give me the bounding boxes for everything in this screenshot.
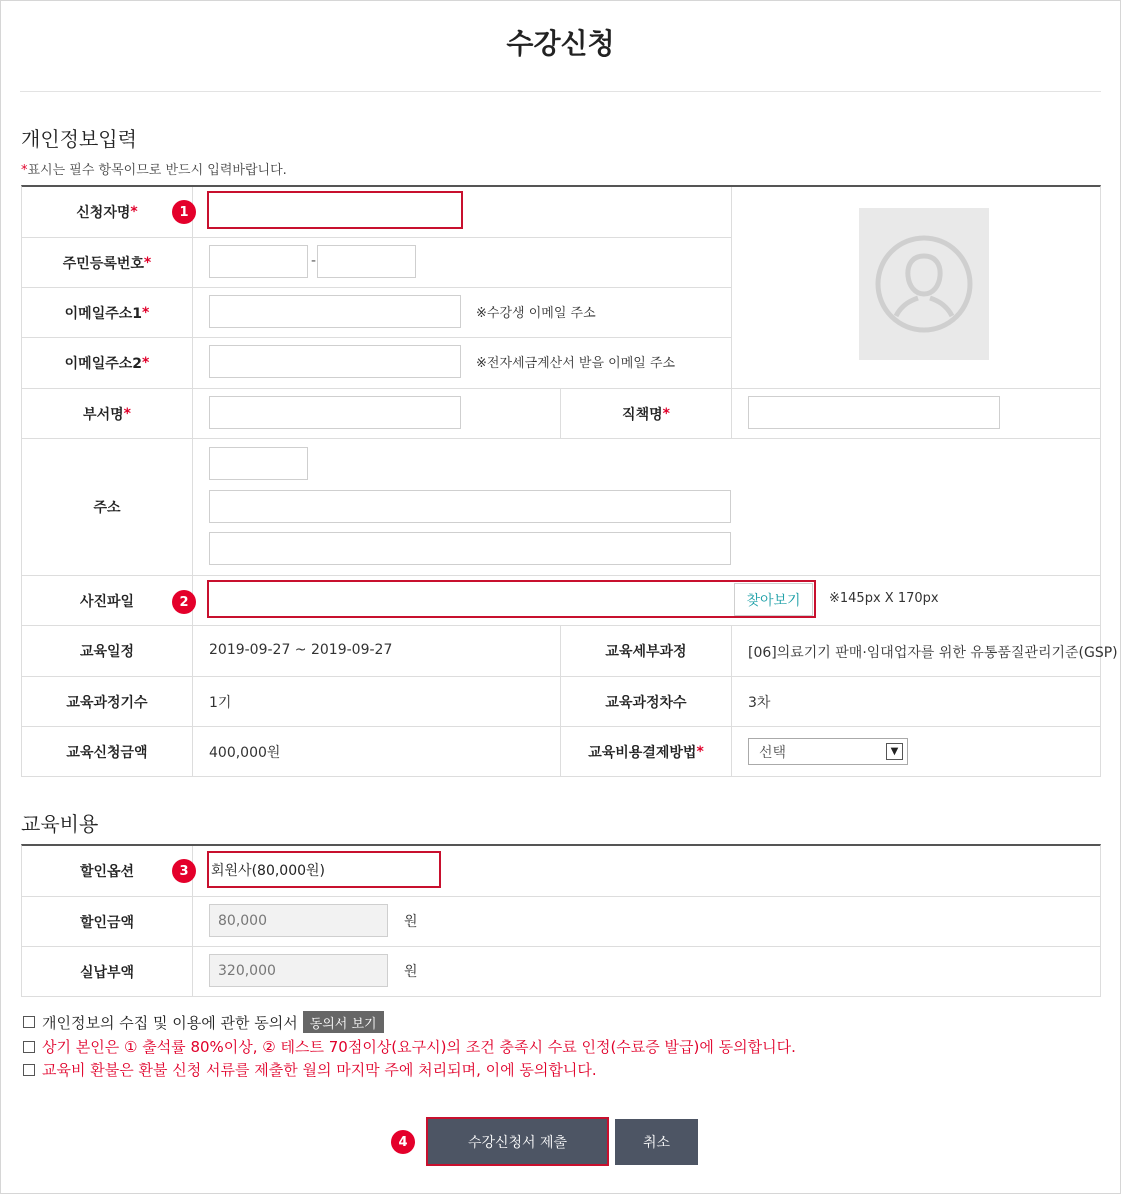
applicant-name-input[interactable]	[207, 191, 463, 229]
schedule-value: 2019-09-27 ~ 2019-09-27	[209, 642, 393, 658]
round-label: 교육과정차수	[605, 694, 687, 711]
completion-agreement-text: 상기 본인은 ① 출석률 80%이상, ② 테스트 70점이상(요구시)의 조건 충족시 수료 인정(수료증 발급)에 동의합니다.	[42, 1038, 796, 1056]
payment-label: 교육비용결제방법 *	[588, 743, 704, 761]
submit-application-button[interactable]: 수강신청서 제출	[426, 1117, 609, 1166]
page-title: 수강신청	[506, 27, 615, 60]
fee-label: 교육신청금액	[66, 744, 148, 761]
privacy-agreement-checkbox[interactable]	[23, 1016, 35, 1028]
badge-3: 3	[172, 859, 196, 883]
email2-label: 이메일주소2 *	[64, 355, 150, 372]
required-notice-text: 표시는 필수 항목이므로 반드시 입력바랍니다.	[27, 163, 287, 178]
refund-agreement-checkbox[interactable]	[23, 1064, 35, 1076]
discount-option-label: 할인옵션	[79, 864, 135, 880]
discount-option-select[interactable]: 회원사(80,000원)	[207, 851, 441, 888]
payment-method-selected: 선택	[759, 744, 787, 761]
term-value: 1기	[209, 695, 232, 711]
department-input[interactable]	[209, 396, 461, 429]
badge-4: 4	[391, 1130, 415, 1154]
row-actual-payment	[22, 947, 1100, 997]
postal-code-input[interactable]	[209, 447, 308, 480]
name-label: 신청자명 *	[76, 204, 138, 221]
email1-hint: ※수강생 이메일 주소	[476, 306, 596, 321]
badge-2: 2	[172, 590, 196, 614]
required-star: *	[21, 163, 28, 178]
payment-method-select[interactable]	[748, 738, 908, 765]
actual-payment-label: 실납부액	[79, 964, 135, 981]
row-discount-amount	[22, 897, 1100, 947]
email1-label: 이메일주소1 *	[64, 304, 150, 322]
completion-agreement-checkbox[interactable]	[23, 1041, 35, 1053]
badge-1: 1	[172, 200, 196, 224]
term-label: 교육과정기수	[66, 694, 148, 711]
email1-input[interactable]	[209, 295, 461, 328]
actual-payment-unit: 원	[404, 964, 418, 980]
chevron-down-icon: ▼	[886, 743, 903, 760]
discount-amount-field: 80,000	[209, 904, 388, 937]
section-title-personal: 개인정보입력	[21, 127, 137, 151]
schedule-label: 교육일정	[79, 644, 135, 660]
photo-label: 사진파일	[79, 593, 135, 610]
person-silhouette-icon	[874, 234, 974, 334]
round-value: 3차	[748, 695, 771, 711]
photo-preview	[859, 208, 989, 360]
title-divider	[20, 91, 1101, 92]
ssn-label: 주민등록번호 *	[62, 254, 152, 272]
photo-file-input[interactable]	[207, 580, 816, 618]
refund-agreement[interactable]	[23, 1059, 597, 1080]
privacy-agreement[interactable]	[23, 1011, 384, 1033]
email2-hint: ※전자세금계산서 받을 이메일 주소	[476, 356, 676, 371]
course-detail-label: 교육세부과정	[605, 644, 687, 660]
course-detail-value: [06]의료기기 판매·임대업자를 위한 유통품질관리기준(GSP)	[748, 645, 1118, 661]
cancel-button[interactable]: 취소	[615, 1119, 698, 1165]
position-input[interactable]	[748, 396, 1000, 429]
required-notice	[21, 159, 287, 178]
browse-button[interactable]: 찾아보기	[734, 583, 813, 616]
ssn-back-input[interactable]	[317, 245, 416, 278]
ssn-separator: -	[311, 253, 317, 269]
photo-size-hint: ※145px X 170px	[829, 591, 939, 606]
refund-agreement-text: 교육비 환불은 환불 신청 서류를 제출한 월의 마지막 주에 처리되며, 이에 동의합니다.	[42, 1061, 597, 1079]
actual-payment-field: 320,000	[209, 954, 388, 987]
row-fee	[22, 727, 1100, 777]
completion-agreement[interactable]	[23, 1036, 796, 1057]
address-line2-input[interactable]	[209, 532, 731, 565]
section-title-cost: 교육비용	[21, 812, 99, 836]
position-label: 직책명 *	[622, 405, 670, 423]
ssn-front-input[interactable]	[209, 245, 308, 278]
view-agreement-button[interactable]: 동의서 보기	[303, 1011, 384, 1033]
privacy-agreement-text: 개인정보의 수집 및 이용에 관한 동의서	[42, 1013, 298, 1032]
email2-input[interactable]	[209, 345, 461, 378]
address-line1-input[interactable]	[209, 490, 731, 523]
dept-label: 부서명 *	[83, 405, 131, 423]
discount-amount-unit: 원	[404, 914, 418, 930]
fee-value: 400,000원	[209, 745, 281, 761]
address-label: 주소	[93, 500, 121, 516]
row-term	[22, 677, 1100, 727]
discount-amount-label: 할인금액	[79, 914, 135, 931]
